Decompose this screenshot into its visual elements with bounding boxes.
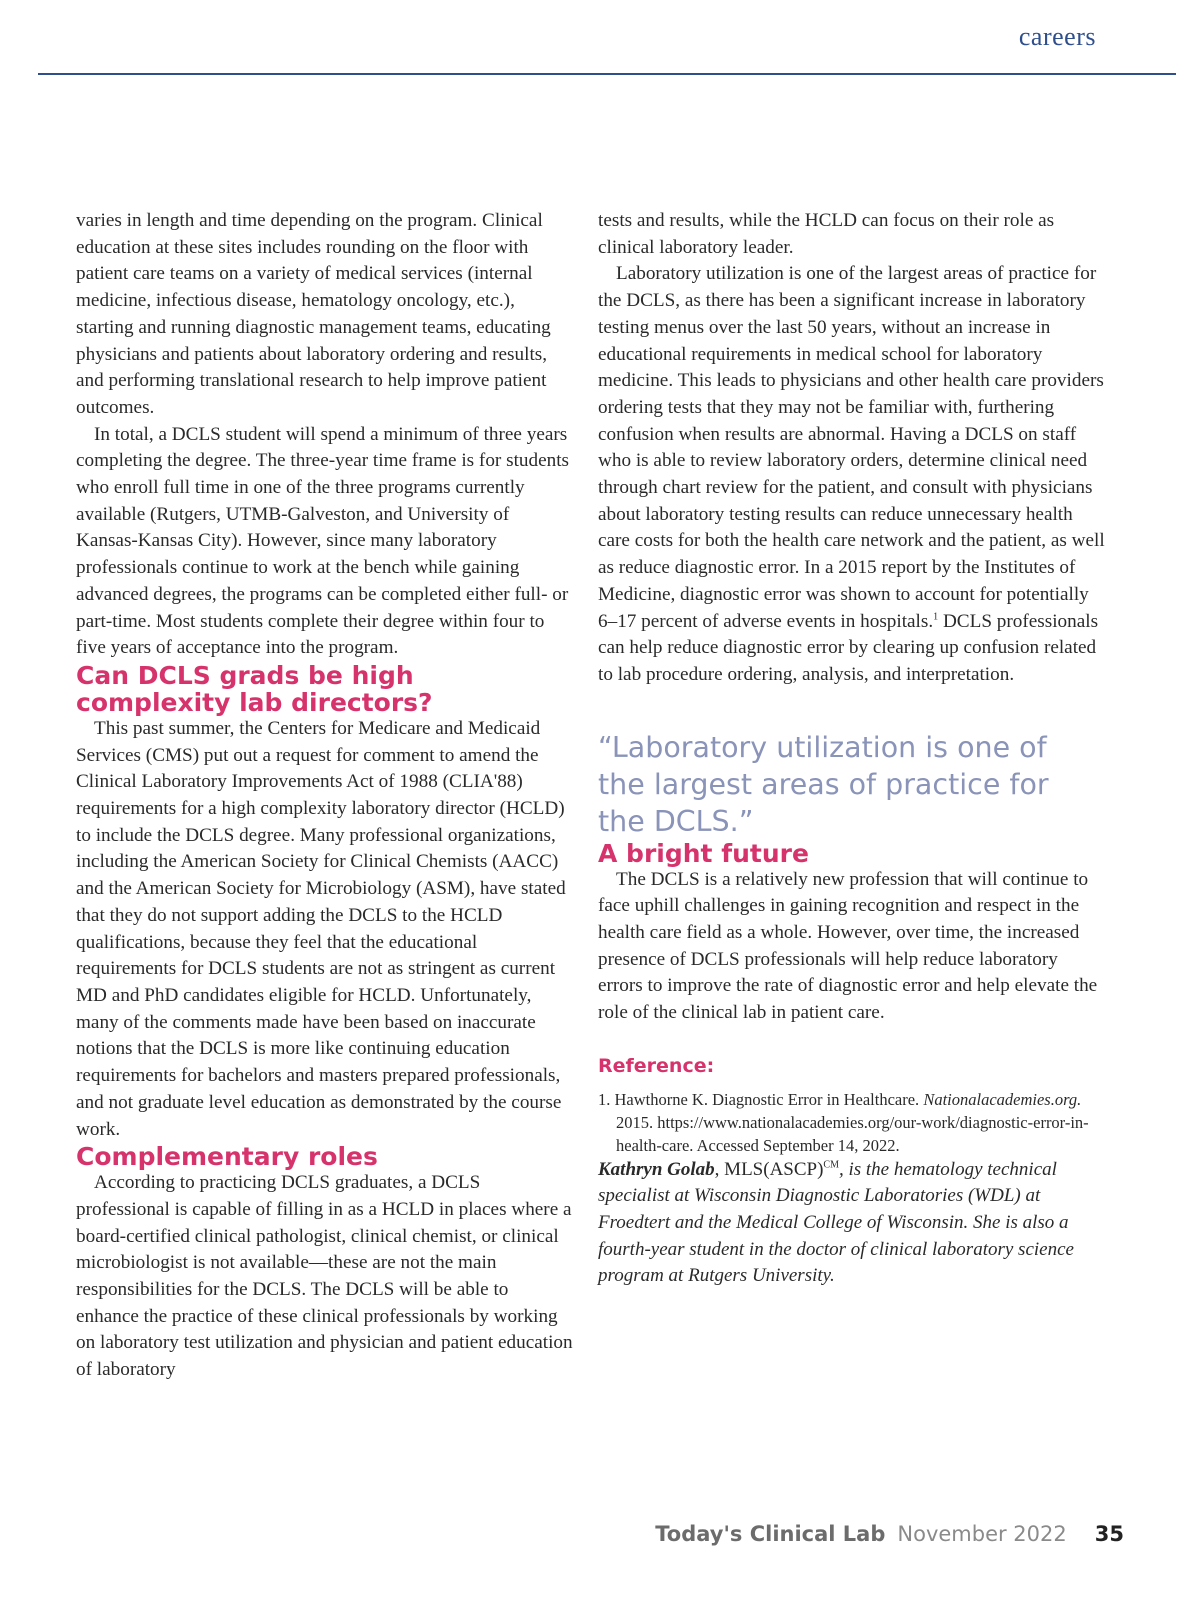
section-label: careers xyxy=(1018,22,1096,51)
author-credentials: , MLS(ASCP) xyxy=(714,1158,824,1180)
body-paragraph xyxy=(598,261,1106,688)
body-paragraph: This past summer, the Centers for Medicare and Medicaid Services (CMS) put out a request for comment to amend the Clinical Laboratory Improvements Act of 1988 (CLIA'88) requirements for a high complexity laboratory director (HCLD) to include the DCLS degree. Many professional organizations, including the American Society for Clinical Chemists (AACC) and the American Society for Microbiology (ASM), have stated that they do not support adding the DCLS to the HCLD qualifications, because they feel that the educational requirements for DCLS students are not as stringent as current MD and PhD candidates eligible for HCLD. Unfortunately, many of the comments made have been based on inaccurate notions that the DCLS is more like continuing education requirements for bachelors and masters prepared professionals, and not graduate level education as demonstrated by the course work. xyxy=(76,717,566,1140)
subheading: Complementary roles xyxy=(76,1142,378,1172)
magazine-name: Today's Clinical Lab xyxy=(655,1522,886,1546)
reference-text: 1. Hawthorne K. Diagnostic Error in Healthcare. xyxy=(598,1089,924,1109)
body-paragraph: In total, a DCLS student will spend a minimum of three years completing the degree. The three-year time frame is for students who enroll full time in one of the three programs currently available (Rutgers, UTMB-Galveston, and University of Kansas-Kansas City). However, since many laboratory professionals continue to work at the bench while gaining advanced degrees, the programs can be completed either full- or part-time. Most students complete their degree within four to five years of acceptance into the program. xyxy=(76,423,570,659)
reference-text: 2015. https://www.nationalacademies.org/our-work/diagnostic-error-in-health-care. Accessed September 14, 2022. xyxy=(616,1112,1089,1155)
subheading: A bright future xyxy=(598,838,809,868)
left-column xyxy=(76,208,574,1384)
reference-item xyxy=(598,1088,1106,1157)
body-text: Laboratory utilization is one of the largest areas of practice for the DCLS, as there has been a significant increase in laboratory testing menus over the last 50 years, without an increase in educational requirements in medical school for laboratory medicine. This leads to physicians and other health care providers ordering tests that they may not be familiar with, furthering confusion when results are abnormal. Having a DCLS on staff who is able to review laboratory orders, determine clinical need through chart review for the patient, and consult with physicians about laboratory testing results can reduce unnecessary health care costs for both the health care network and the patient, as well as reduce diagnostic error. In a 2015 report by the Institutes of Medicine, diagnostic error was shown to account for potentially 6–17 percent of adverse events in hospitals. xyxy=(598,263,1105,632)
author-description: , is the hematology technical specialist at Wisconsin Diagnostic Laboratories (WDL) at Froedtert and the Medical College of Wisconsin. She is also a fourth-year student in the doctor of clinical laboratory science program at Rutgers University. xyxy=(598,1158,1074,1287)
credential-superscript: CM xyxy=(823,1159,839,1171)
footnote-marker: 1 xyxy=(933,611,939,623)
page-footer xyxy=(655,1522,1124,1546)
page-number: 35 xyxy=(1094,1522,1124,1546)
author-name: Kathryn Golab xyxy=(598,1158,715,1180)
body-paragraph: tests and results, while the HCLD can focus on their role as clinical laboratory leader. xyxy=(598,210,1055,258)
subheading: Can DCLS grads be high complexity lab directors? xyxy=(76,660,433,717)
header-rule xyxy=(38,73,1176,75)
right-column xyxy=(598,208,1106,1290)
author-bio xyxy=(598,1157,1106,1291)
issue-date: November 2022 xyxy=(897,1522,1067,1546)
pull-quote: “Laboratory utilization is one of the largest areas of practice for the DCLS.” xyxy=(598,730,1049,838)
body-paragraph: According to practicing DCLS graduates, a DCLS professional is capable of filling in as a HCLD in places where a board-certified clinical pathologist, clinical chemist, or clinical microbiologist is not available—these are not the main responsibilities for the DCLS. The DCLS will be able to enhance the practice of these clinical professionals by working on laboratory test utilization and physician and patient education of laboratory xyxy=(76,1172,573,1381)
body-paragraph: varies in length and time depending on the program. Clinical education at these sites includes rounding on the floor with patient care teams on a variety of medical services (internal medicine, infectious disease, hematology oncology, etc.), starting and running diagnostic management teams, educating physicians and patients about laboratory ordering and results, and performing translational research to help improve patient outcomes. xyxy=(76,210,551,418)
body-text: DCLS professionals can help reduce diagnostic error by clearing up confusion related to lab procedure ordering, analysis, and interpretation. xyxy=(598,610,1099,685)
reference-journal: Nationalacademies.org. xyxy=(923,1089,1082,1109)
body-paragraph: The DCLS is a relatively new profession that will continue to face uphill challenges in gaining recognition and respect in the health care field as a whole. However, over time, the increased presence of DCLS professionals will help reduce laboratory errors to improve the rate of diagnostic error and help elevate the role of the clinical lab in patient care. xyxy=(598,868,1098,1024)
reference-heading: Reference: xyxy=(598,1054,715,1077)
